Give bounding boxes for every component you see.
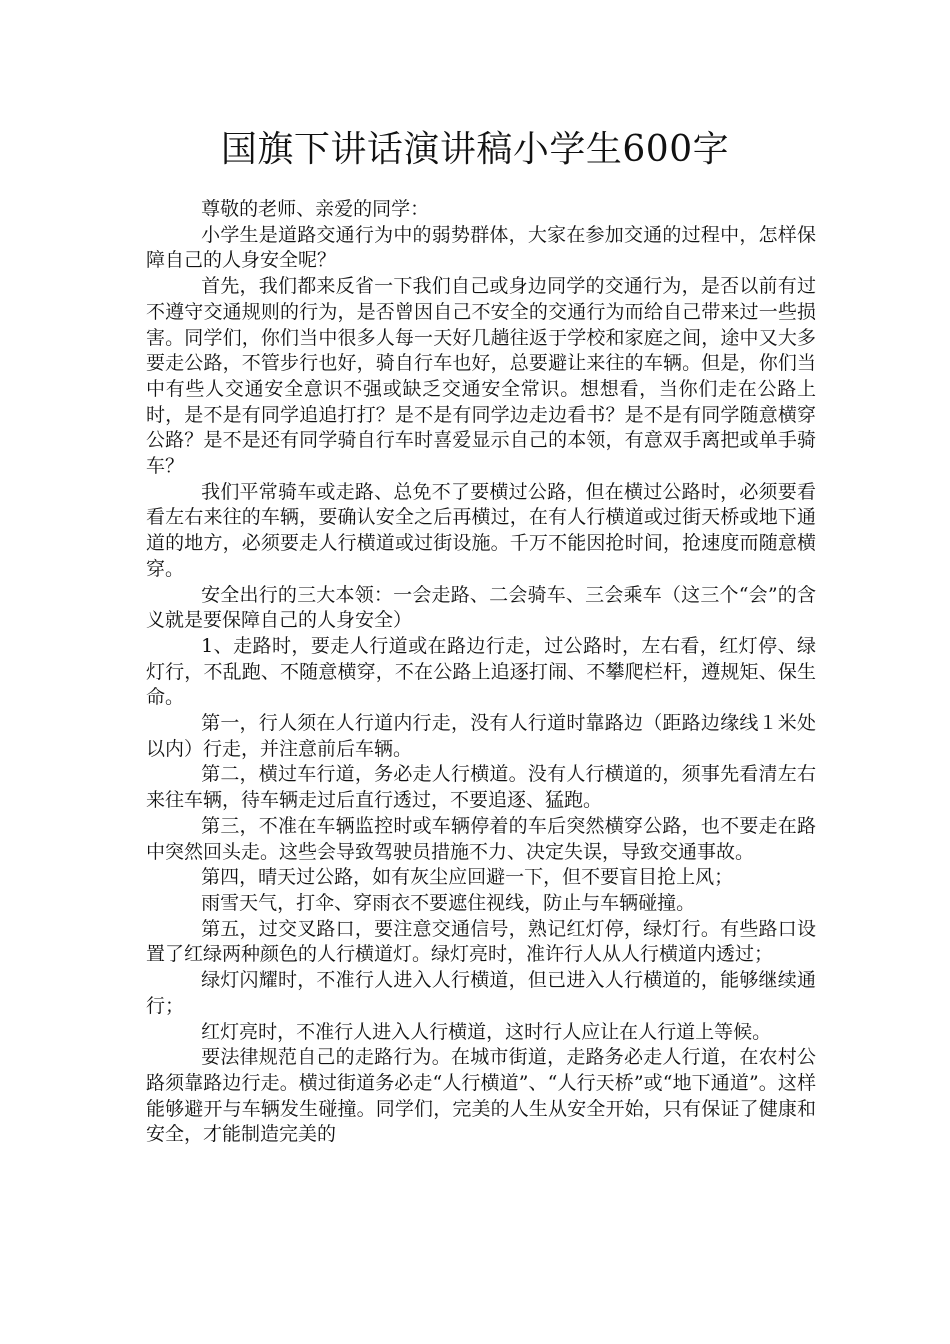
paragraph: 小学生是道路交通行为中的弱势群体，大家在参加交通的过程中，怎样保障自己的人身安全呢？ bbox=[146, 223, 816, 272]
paragraph: 1、走路时，要走人行道或在路边行走，过公路时，左右看，红灯停、绿灯行，不乱跑、不随意横穿，不在公路上追逐打闹、不攀爬栏杆，遵规矩、保生命。 bbox=[146, 634, 816, 709]
paragraph: 绿灯闪耀时，不准行人进入人行横道，但已进入人行横道的，能够继续通行； bbox=[146, 969, 816, 1017]
paragraph: 第四，晴天过公路，如有灰尘应回避一下，但不要盲目抢上风； bbox=[201, 866, 734, 889]
paragraph: 首先，我们都来反省一下我们自己或身边同学的交通行为，是否以前有过不遵守交通规则的行为，是否曾因自己不安全的交通行为而给自己带来过一些损害。同学们，你们当中很多人每一天好几趟往返于学校和家庭之间，途中又大多要走公路，不管步行也好，骑自行车也好，总要避让来往的车辆。但是，你们当中有些人交通安全意识不强或缺乏交通安全常识。想想看，当你们走在公路上时，是不是有同学追追打打？是不是有同学边走边看书？是不是有同学随意横穿公路？是不是还有同学骑自行车时喜爱显示自己的本领，有意双手离把或单手骑车？ bbox=[146, 275, 816, 478]
paragraph: 我们平常骑车或走路、总免不了要横过公路，但在横过公路时，必须要看看左右来往的车辆，要确认安全之后再横过，在有人行横道或过街天桥或地下通道的地方，必须要走人行横道或过街设施。千万不能因抢时间，抢速度而随意横穿。 bbox=[146, 480, 816, 580]
paragraph: 安全出行的三大本领：一会走路、二会骑车、三会乘车（这三个“会”的含义就是要保障自己的人身安全） bbox=[146, 583, 816, 632]
paragraph: 要法律规范自己的走路行为。在城市街道，走路务必走人行道，在农村公路须靠路边行走。横过街道务必走“人行横道”、“人行天桥”或“地下通道”。这样能够避开与车辆发生碰撞。同学们，完美的人生从安全开始，只有保证了健康和安全，才能制造完美的 bbox=[146, 1046, 816, 1146]
document-title: 国旗下讲话演讲稿小学生600字 bbox=[220, 129, 730, 170]
paragraph-salutation: 尊敬的老师、亲爱的同学： bbox=[201, 198, 430, 220]
paragraph: 第二，横过车行道，务必走人行横道。没有人行横道的，须事先看清左右来往车辆，待车辆走过后直行透过，不要追逐、猛跑。 bbox=[146, 763, 816, 812]
paragraph: 雨雪天气，打伞、穿雨衣不要遮住视线，防止与车辆碰撞。 bbox=[201, 891, 696, 914]
document-body bbox=[146, 197, 816, 1148]
paragraph: 第一，行人须在人行道内行走，没有人行道时靠路边（距路边缘线１米处以内）行走，并注意前后车辆。 bbox=[146, 712, 816, 760]
paragraph: 第三，不准在车辆监控时或车辆停着的车后突然横穿公路，也不要走在路中突然回头走。这些会导致驾驶员措施不力、决定失误，导致交通事故。 bbox=[146, 814, 816, 863]
paragraph: 第五，过交叉路口，要注意交通信号，熟记红灯停，绿灯行。有些路口设置了红绿两种颜色的人行横道灯。绿灯亮时，准许行人从人行横道内透过； bbox=[146, 917, 816, 966]
paragraph: 红灯亮时，不准行人进入人行横道，这时行人应让在人行道上等候。 bbox=[201, 1020, 772, 1043]
